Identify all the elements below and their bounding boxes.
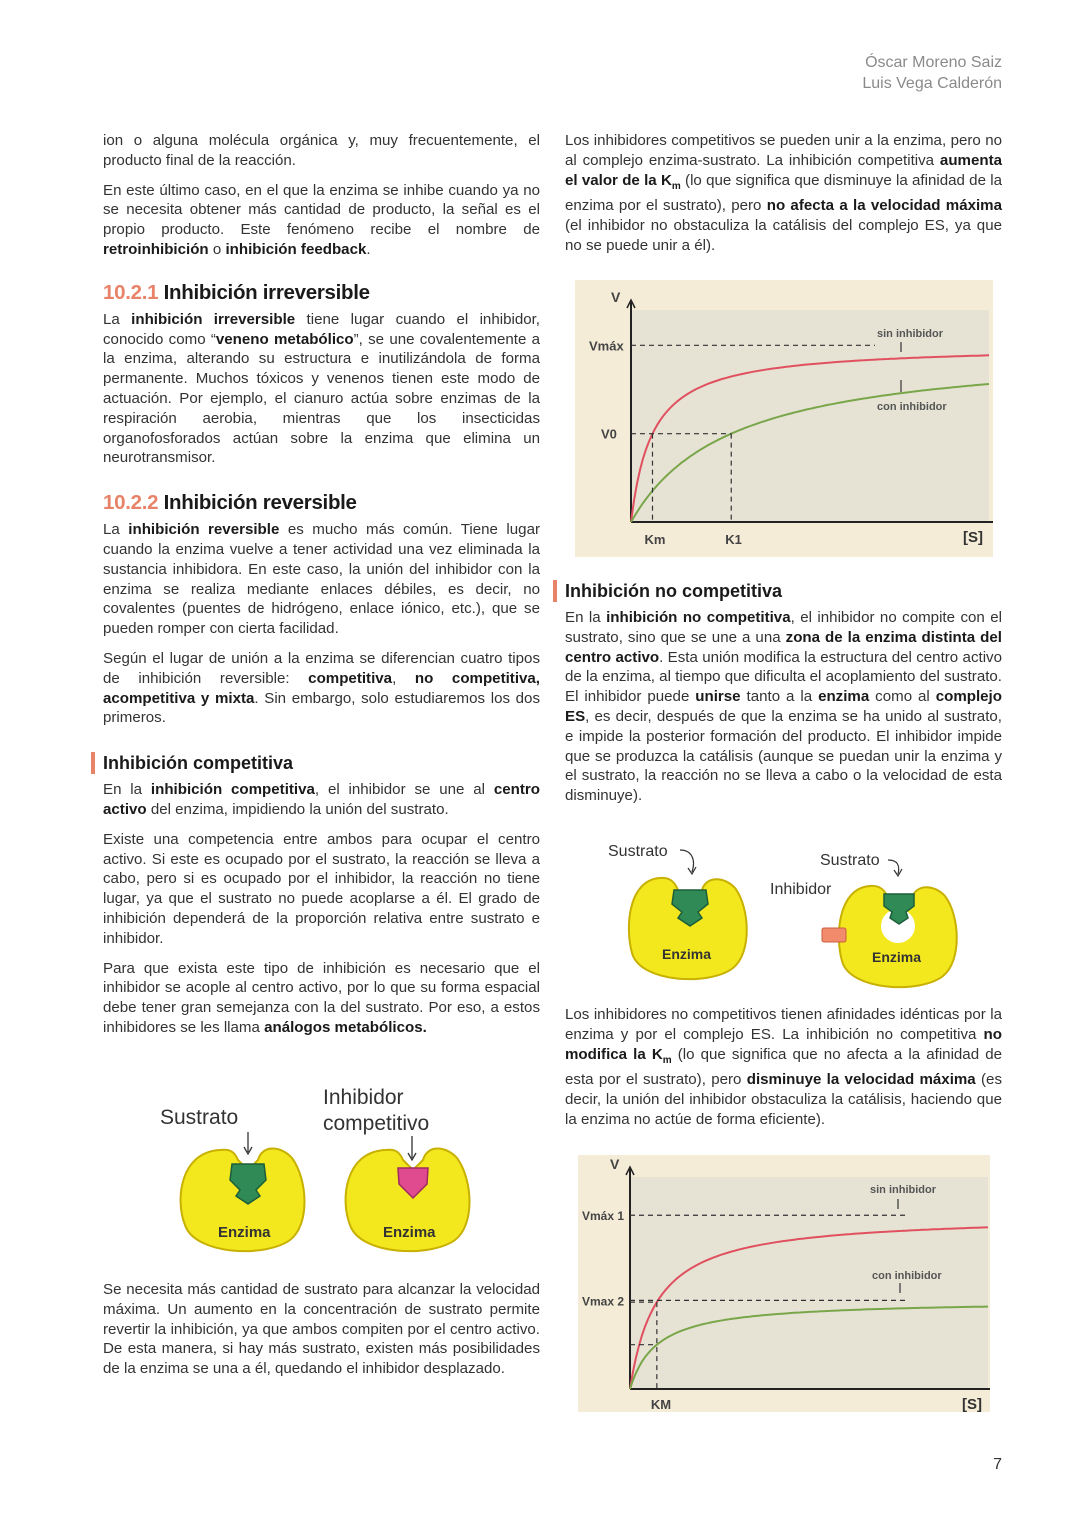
tick-vmax: Vmáx [589, 338, 624, 354]
paragraph: ion o alguna molécula orgánica y, muy frecuentemente, el producto final de la reacción. [103, 132, 540, 169]
label-inhibidor: Inhibidor [323, 1086, 404, 1109]
paragraph: Según el lugar de unión a la enzima se diferencian cuatro tipos de inhibición reversible: competitiva, no competitiva, acompetitiva y mixta. Sin embargo, solo estudiaremos los dos primeros. [103, 649, 540, 727]
left-column [103, 131, 540, 1048]
right-column [565, 131, 1002, 266]
enzyme-label: Enzima [662, 946, 712, 962]
chart-competitive [575, 280, 993, 557]
noncompetitive-inhibition-figure [600, 838, 980, 998]
label-sustrato: Sustrato [820, 852, 880, 869]
right-column-2 [565, 580, 1002, 816]
tick-k1: K1 [725, 532, 742, 547]
label-inhibidor: Inhibidor [770, 881, 832, 898]
paragraph: Existe una competencia entre ambos para ocupar el centro activo. Si este es ocupado por el sustrato, la reacción se lleva a cabo, pero si es ocupado por el inhibidor, la reacción no tiene lugar, ya que el sustrato no puede acoplarse a él. El grado de inhibición dependerá de la proporción relativa entre sustrato e inhibidor. [103, 830, 540, 947]
paragraph: La inhibición irreversible tiene lugar cuando el inhibidor, conocido como “veneno metabólico”, se une covalentemente a la enzima, alterando su estructura e inutilizándola de forma permanente. Muchos tóxicos y venenos tienen este modo de actuación. Por ejemplo, el cianuro actúa sobre enzimas de la respiración aerobia, mientras que los insecticidas organofosforados actúan sobre la enzima que elimina un neurotransmisor. [103, 310, 540, 467]
paragraph: En la inhibición competitiva, el inhibidor se une al centro activo del enzima, impidiendo la unión del sustrato. [103, 781, 540, 818]
author-1: Óscar Moreno Saiz [865, 54, 1002, 71]
paragraph: En este último caso, en el que la enzima se inhibe cuando ya no se necesita obtener más cantidad de producto, la señal es el propio producto. Este fenómeno recibe el nombre de retroinhibición o inhibición feedback. [103, 181, 540, 258]
subtitle-no-competitiva: Inhibición no competitiva [553, 580, 1002, 602]
x-axis-label: [S] [962, 1396, 982, 1412]
enzyme-label: Enzima [218, 1224, 271, 1241]
header-authors [862, 52, 1002, 94]
tick-km: KM [650, 1397, 672, 1412]
plot-area [630, 1177, 988, 1389]
right-column-3 [565, 1005, 1002, 1140]
competitive-inhibition-figure [150, 1080, 490, 1270]
enzyme-shape-inhibited [346, 1148, 470, 1251]
tick-v0: V0 [601, 426, 617, 442]
enzyme-shape [629, 878, 747, 979]
y-axis-label: V [610, 1156, 620, 1172]
legend-sin-inhibidor: sin inhibidor [870, 1184, 936, 1196]
tick-vmax2: Vmax 2 [582, 1294, 625, 1309]
label-sustrato: Sustrato [160, 1106, 239, 1129]
paragraph: Los inhibidores competitivos se pueden unir a la enzima, pero no al complejo enzima-sustrato. La inhibición competitiva aumenta el valor de la $K_m$ (lo que significa que disminuye la afinidad de la enzima por el sustrato), pero no afecta a la velocidad máxima (el inhibidor no obstaculiza la catálisis del complejo ES, ya que no se puede unir a él). [565, 132, 1002, 254]
label-sustrato: Sustrato [608, 843, 668, 860]
paragraph: Para que exista este tipo de inhibición es necesario que el inhibidor se acople al centro activo, por lo que su forma espacial debe tener gran semejanza con la del sustrato. Por eso, a estos inhibidores se les llama análogos metabólicos. [103, 959, 540, 1036]
legend-con-inhibidor: con inhibidor [877, 401, 947, 413]
enzyme-label: Enzima [383, 1224, 436, 1241]
subtitle-competitiva: Inhibición competitiva [91, 752, 540, 774]
paragraph: En la inhibición no competitiva, el inhibidor no compite con el sustrato, sino que se une a una zona de la enzima distinta del centro activo. Esta unión modifica la estructura del centro activo de la enzima, al tiempo que dificulta el acoplamiento del sustrato. El inhibidor puede unirse tanto a la enzima como al complejo ES, es decir, después de que la enzima se ha unido al sustrato, e impide la posterior formación del producto. El inhibidor impide que se produzca la catálisis (aunque se puedan unir la enzima y el sustrato, la reacción no se lleva a cabo o la velocidad de esta disminuye). [565, 609, 1002, 805]
plot-area [631, 310, 989, 522]
tick-vmax1: Vmáx 1 [582, 1209, 625, 1224]
paragraph: Los inhibidores no competitivos tienen afinidades idénticas por la enzima y por el complejo ES. La inhibición no competitiva no modifica la $K_m$ (lo que significa que no afecta a la afinidad de esta por el sustrato), pero disminuye la velocidad máxima (es decir, la unión del inhibidor obstaculiza la catálisis, haciendo que la enzima no actúe de forma eficiente). [565, 1006, 1002, 1128]
label-competitivo: competitivo [323, 1112, 430, 1135]
paragraph: La inhibición reversible es mucho más común. Tiene lugar cuando la enzima vuelve a tener actividad una vez eliminada la sustancia inhibidora. En este caso, la unión del inhibidor con la enzima se realiza mediante enlaces débiles, es decir, no covalentes (puentes de hidrógeno, enlace iónico, etc.), que se pueden romper con cierta facilidad. [103, 521, 540, 638]
tick-km: Km [644, 532, 666, 547]
enzyme-shape-inhibited [822, 886, 957, 987]
enzyme-shape [181, 1148, 305, 1251]
section-title-reversible: 10.2.2 Inhibición reversible [103, 491, 357, 515]
y-axis-label: V [611, 289, 621, 305]
page-number: 7 [993, 1456, 1002, 1473]
section-title-irreversible: 10.2.1 Inhibición irreversible [103, 280, 370, 304]
author-2: Luis Vega Calderón [862, 75, 1002, 92]
paragraph: Se necesita más cantidad de sustrato para alcanzar la velocidad máxima. Un aumento en la concentración de sustrato permite revertir la inhibición, ya que ambos compiten por el centro activo. De esta manera, si hay más sustrato, existen más posibilidades de la enzima se una a él, quedando el inhibidor desplazado. [103, 1281, 540, 1378]
legend-con-inhibidor: con inhibidor [872, 1270, 942, 1282]
enzyme-label: Enzima [872, 949, 922, 965]
chart-noncompetitive [578, 1155, 990, 1412]
x-axis-label: [S] [963, 529, 983, 546]
legend-sin-inhibidor: sin inhibidor [877, 328, 943, 340]
